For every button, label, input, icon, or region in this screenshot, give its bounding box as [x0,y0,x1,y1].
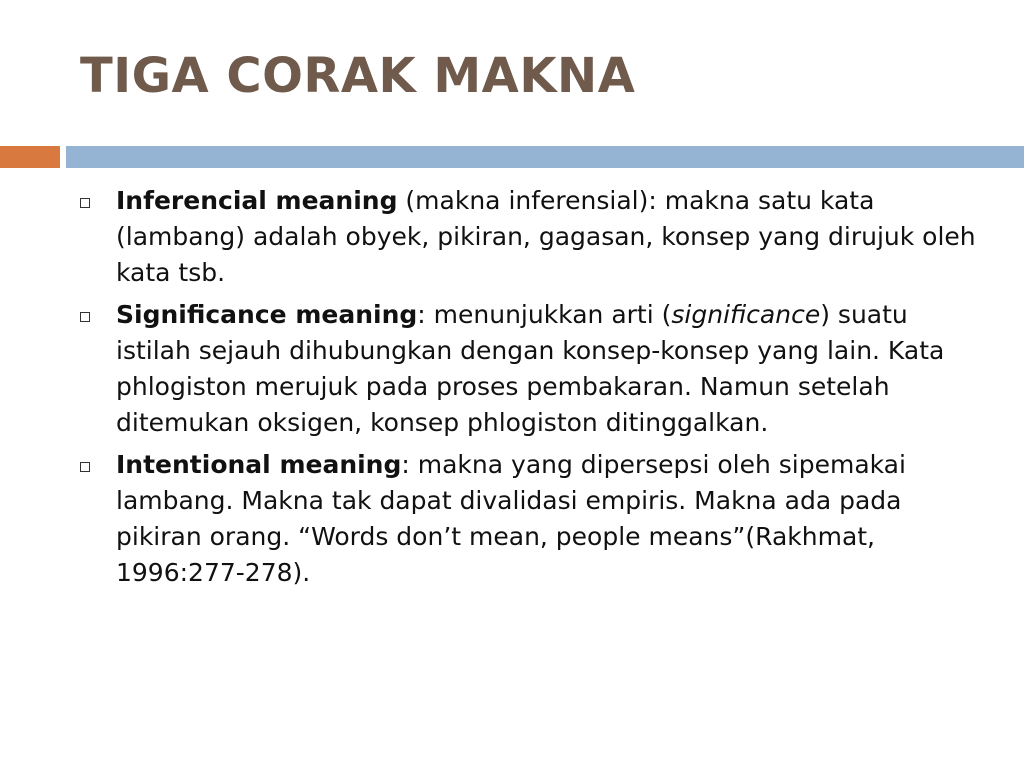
list-item-text [116,297,980,441]
slide-title: TIGA CORAK MAKNA [80,48,636,104]
list-item-intentional [80,447,980,591]
hollow-square-bullet-icon [80,447,116,472]
definition-text: (makna inferensial): makna satu kata (lambang) adalah obyek, pikiran, gagasan, konsep yang dirujuk oleh kata tsb. [116,186,976,287]
accent-bar [0,146,60,168]
hollow-square-bullet-icon [80,183,116,208]
emphasis-text: significance [671,300,821,329]
hollow-square-bullet-icon [80,297,116,322]
definition-text: : makna yang dipersepsi oleh sipemakai lambang. Makna tak dapat divalidasi empiris. Makna ada pada pikiran orang. “Words don’t mean, people means”(Rakhmat, 1996:277-278). [116,450,906,587]
term-label: Inferencial meaning [116,186,398,215]
definition-text: ) suatu istilah sejauh dihubungkan dengan konsep-konsep yang lain. Kata phlogiston merujuk pada proses pembakaran. Namun setelah ditemukan oksigen, konsep phlogiston ditinggalkan. [116,300,945,437]
list-item-text [116,447,980,591]
list-item-significance [80,297,980,441]
bullet-list [80,183,980,597]
header-bar [66,146,1024,168]
term-label: Significance meaning [116,300,418,329]
definition-text: : menunjukkan arti ( [417,300,672,329]
list-item-inferencial [80,183,980,291]
list-item-text [116,183,980,291]
term-label: Intentional meaning [116,450,402,479]
